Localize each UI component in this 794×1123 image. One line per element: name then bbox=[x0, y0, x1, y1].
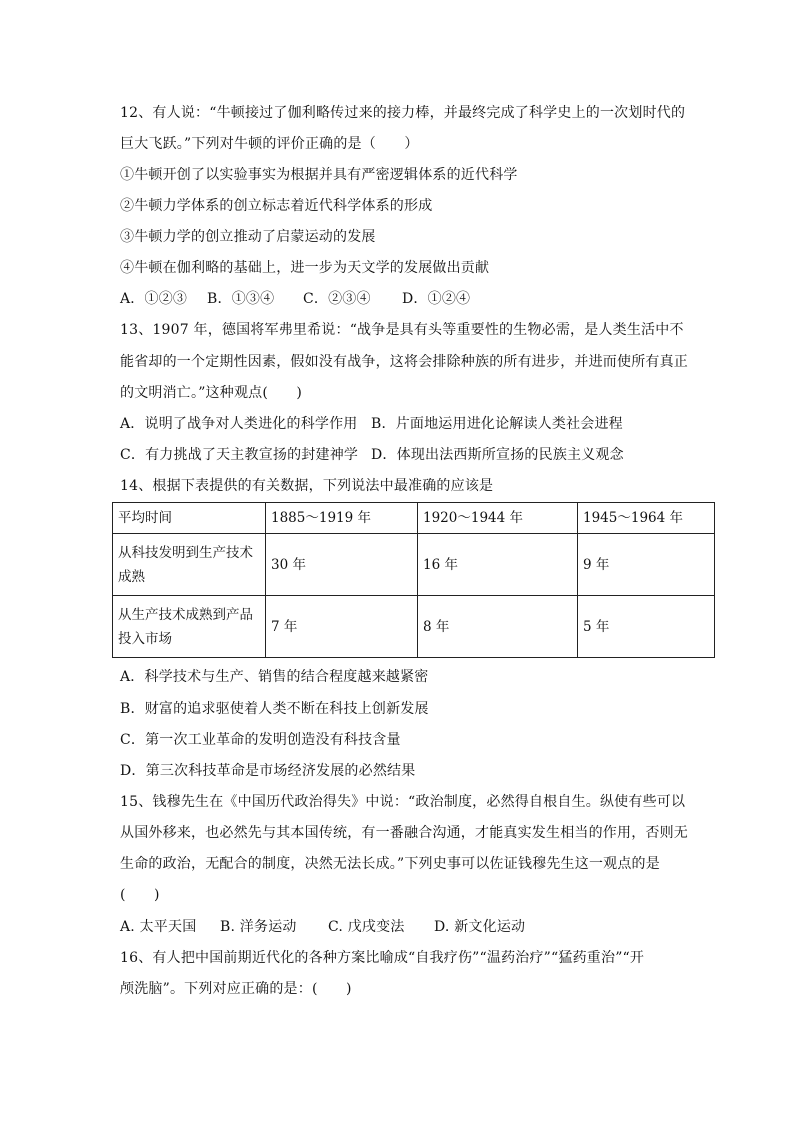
q13-stem-line1: 13、1907 年，德国将军弗里希说：“战争是具有头等重要性的生物必需，是人类生活中不 bbox=[120, 322, 684, 338]
table-row bbox=[113, 534, 715, 596]
q13-stem-line2: 能省却的一个定期性因素，假如没有战争，这将会排除种族的所有进步，并进而使所有真正 bbox=[120, 354, 688, 370]
table-cell: 30 年 bbox=[266, 534, 418, 596]
q15-stem-line1: 15、钱穆先生在《中国历代政治得失》中说：“政治制度，必然得自根自生。纵使有些可以 bbox=[120, 794, 686, 810]
table-cell: 8 年 bbox=[418, 596, 578, 658]
table-row bbox=[113, 596, 715, 658]
q13-options-row1 bbox=[120, 414, 623, 434]
table-row-label-line2: 投入市场 bbox=[118, 630, 172, 647]
table-row-label bbox=[113, 534, 266, 596]
q15-option-d: D. 新文化运动 bbox=[434, 919, 526, 935]
q14-option-a: A．科学技术与生产、销售的结合程度越来越紧密 bbox=[120, 669, 429, 685]
q12-option-a: A．①②③ bbox=[120, 291, 188, 307]
q15-option-a: A. 太平天国 bbox=[120, 919, 197, 935]
q15-option-b: B. 洋务运动 bbox=[220, 919, 297, 935]
q15-stem-line3: 生命的政治，无配合的制度，决然无法长成。”下列史事可以佐证钱穆先生这一观点的是 bbox=[120, 856, 660, 872]
table-header-cell: 1945～1964 年 bbox=[578, 503, 715, 534]
q12-option-c: C．②③④ bbox=[303, 291, 371, 307]
table-row-label-line1: 从科技发明到生产技术 bbox=[118, 544, 253, 561]
table-row-label-line2: 成熟 bbox=[118, 568, 145, 585]
table-header-cell: 1920～1944 年 bbox=[418, 503, 578, 534]
q13-stem-line3: 的文明消亡。”这种观点( ) bbox=[120, 385, 303, 401]
q13-option-b: B．片面地运用进化论解读人类社会进程 bbox=[371, 416, 623, 432]
q12-item-4: ④牛顿在伽利略的基础上，进一步为天文学的发展做出贡献 bbox=[120, 260, 490, 276]
q14-option-b: B．财富的追求驱使着人类不断在科技上创新发展 bbox=[120, 701, 429, 717]
table-cell: 5 年 bbox=[578, 596, 715, 658]
table-header-row bbox=[113, 503, 715, 534]
q12-options bbox=[120, 289, 470, 309]
table-cell: 16 年 bbox=[418, 534, 578, 596]
q13-option-c: C．有力挑战了天主教宣扬的封建神学 bbox=[120, 447, 359, 463]
q14-stem: 14、根据下表提供的有关数据，下列说法中最准确的应该是 bbox=[120, 478, 494, 494]
q15-options bbox=[120, 917, 525, 937]
q15-option-c: C. 戊戌变法 bbox=[328, 919, 405, 935]
q14-data-table bbox=[112, 502, 715, 658]
q14-option-d: D．第三次科技革命是市场经济发展的必然结果 bbox=[120, 763, 416, 779]
q12-item-2: ②牛顿力学体系的创立标志着近代科学体系的形成 bbox=[120, 198, 433, 214]
q15-stem-line2: 从国外移来，也必然先与其本国传统，有一番融合沟通，才能真实发生相当的作用，否则无 bbox=[120, 825, 688, 841]
q16-stem-line2: 颅洗脑”。下列对应正确的是：( ) bbox=[120, 981, 352, 997]
q14-option-c: C．第一次工业革命的发明创造没有科技含量 bbox=[120, 732, 401, 748]
table-header-cell: 平均时间 bbox=[113, 503, 266, 534]
q12-stem-line1: 12、有人说：“牛顿接过了伽利略传过来的接力棒，并最终完成了科学史上的一次划时代的 bbox=[120, 105, 686, 121]
q13-options-row2 bbox=[120, 445, 624, 465]
table-row-label bbox=[113, 596, 266, 658]
q16-stem-line1: 16、有人把中国前期近代化的各种方案比喻成“自我疗伤”“温药治疗”“猛药重治”“开 bbox=[120, 950, 645, 966]
q13-option-a: A．说明了战争对人类进化的科学作用 bbox=[120, 416, 358, 432]
table-row-label-line1: 从生产技术成熟到产品 bbox=[118, 606, 253, 623]
q12-option-b: B．①③④ bbox=[207, 291, 275, 307]
q12-stem-line2: 巨大飞跃。”下列对牛顿的评价正确的是（ ） bbox=[120, 136, 419, 152]
q12-item-1: ①牛顿开创了以实验事实为根据并具有严密逻辑体系的近代科学 bbox=[120, 167, 518, 183]
table-header-cell: 1885～1919 年 bbox=[266, 503, 418, 534]
table-cell: 9 年 bbox=[578, 534, 715, 596]
table-cell: 7 年 bbox=[266, 596, 418, 658]
q13-option-d: D．体现出法西斯所宣扬的民族主义观念 bbox=[371, 447, 624, 463]
q15-stem-line4: ( ) bbox=[120, 887, 160, 903]
q12-item-3: ③牛顿力学的创立推动了启蒙运动的发展 bbox=[120, 229, 376, 245]
q12-option-d: D．①②④ bbox=[402, 291, 471, 307]
